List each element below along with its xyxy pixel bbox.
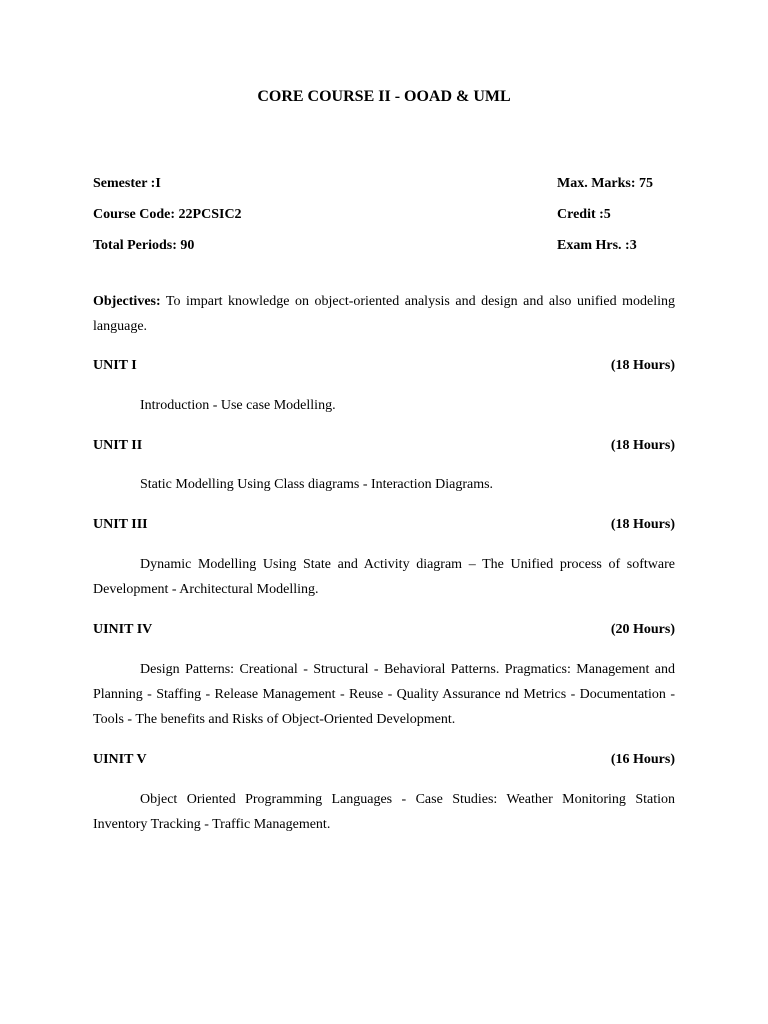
exam-hrs-label: Exam Hrs. :3 bbox=[557, 238, 637, 253]
total-periods-label: Total Periods: 90 bbox=[93, 238, 195, 253]
unit-4-hours: (20 Hours) bbox=[610, 622, 675, 637]
page-title: CORE COURSE II - OOAD & UML bbox=[257, 88, 511, 105]
unit-4-heading bbox=[93, 621, 675, 639]
unit-5-hours: (16 Hours) bbox=[610, 752, 675, 767]
unit-2-name: UNIT II bbox=[93, 438, 143, 453]
unit-2-hours: (18 Hours) bbox=[610, 438, 675, 453]
unit-3-name: UNIT III bbox=[93, 517, 148, 532]
unit-4-content: Design Patterns: Creational - Structural - Behavioral Patterns. Pragmatics: Management and Planning - Staffing - Release Management - Reuse - Quality Assurance nd Metrics - Documentation - Tools - The benefits and Risks of Object-Oriented Development. bbox=[93, 662, 675, 727]
unit-1-hours: (18 Hours) bbox=[610, 358, 675, 373]
course-code-label: Course Code: 22PCSIC2 bbox=[93, 207, 242, 222]
max-marks-label: Max. Marks: 75 bbox=[557, 176, 654, 191]
objectives-paragraph bbox=[93, 289, 675, 339]
unit-3-content: Dynamic Modelling Using State and Activity diagram – The Unified process of software Development - Architectural Modelling. bbox=[93, 557, 675, 597]
objectives-text: To impart knowledge on object-oriented analysis and design and also unified modeling language. bbox=[93, 294, 675, 334]
unit-2-heading bbox=[93, 437, 675, 455]
unit-5-content: Object Oriented Programming Languages - Case Studies: Weather Monitoring Station Inventory Tracking - Traffic Management. bbox=[93, 792, 675, 832]
semester-label: Semester :I bbox=[93, 176, 161, 191]
unit-5-heading bbox=[93, 751, 675, 769]
unit-3-hours: (18 Hours) bbox=[610, 517, 675, 532]
unit-1-content: Introduction - Use case Modelling. bbox=[140, 398, 336, 413]
unit-1-name: UNIT I bbox=[93, 358, 137, 373]
objectives-label: Objectives: bbox=[93, 294, 161, 309]
unit-3-heading bbox=[93, 516, 675, 534]
unit-4-name: UINIT IV bbox=[93, 622, 153, 637]
unit-2-content: Static Modelling Using Class diagrams - Interaction Diagrams. bbox=[140, 477, 494, 492]
credit-label: Credit :5 bbox=[557, 207, 611, 222]
unit-5-name: UINIT V bbox=[93, 752, 147, 767]
unit-1-heading bbox=[93, 357, 675, 375]
